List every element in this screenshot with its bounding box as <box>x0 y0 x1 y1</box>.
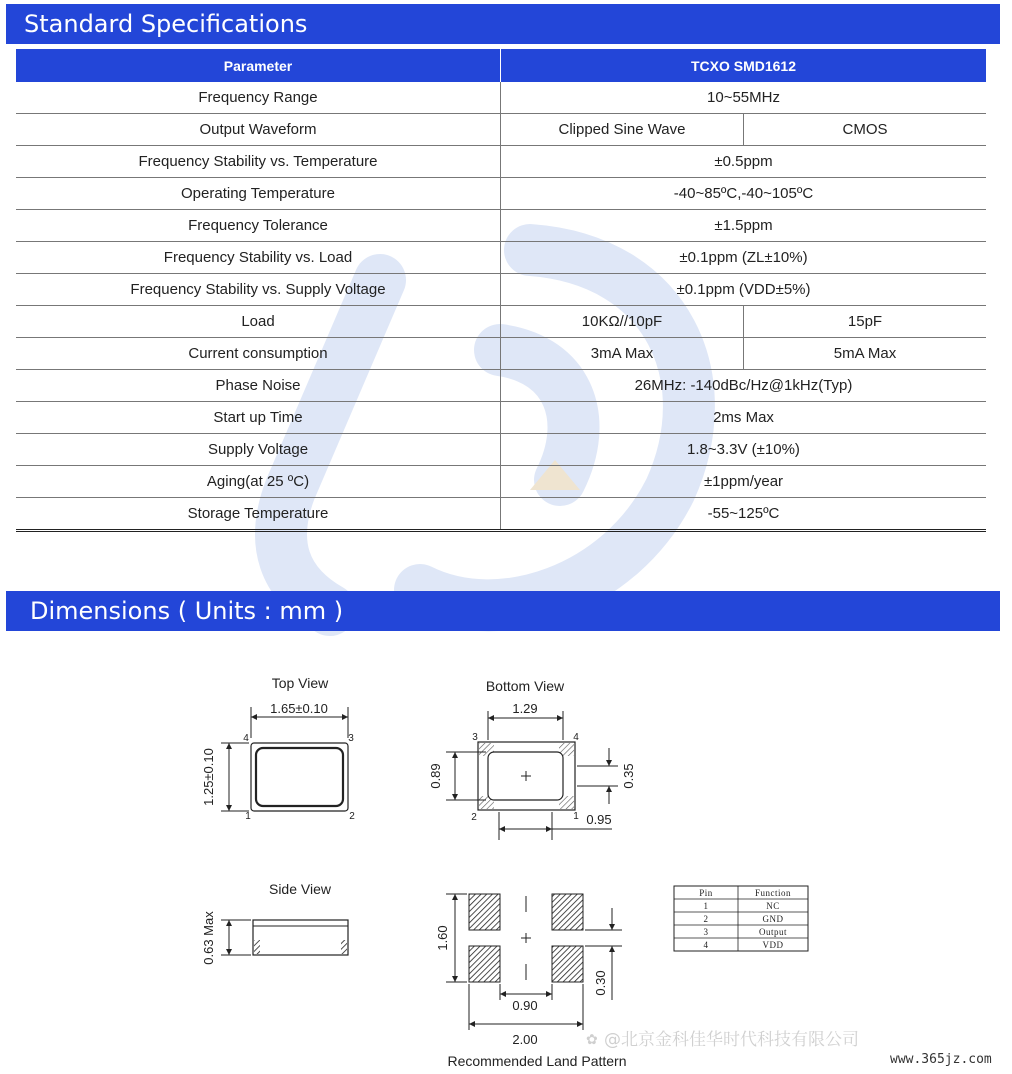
bottom-view-pitch: 0.95 <box>586 812 612 827</box>
row-value: 1.8~3.3V (±10%) <box>501 434 987 466</box>
top-pin-2: 2 <box>349 811 355 822</box>
header-parameter: Parameter <box>16 49 501 82</box>
top-view-title: Top View <box>271 675 329 691</box>
bottom-pin-4: 4 <box>573 732 579 743</box>
land-pattern-title: Recommended Land Pattern <box>447 1053 627 1069</box>
row-param: Supply Voltage <box>16 434 501 466</box>
footer-watermark <box>586 1030 992 1067</box>
pin-table-cell: 4 <box>703 940 709 950</box>
pin-table-cell: 2 <box>703 914 709 924</box>
row-value: CMOS <box>744 114 987 146</box>
row-value: Clipped Sine Wave <box>501 114 744 146</box>
row-param: Load <box>16 306 501 338</box>
row-param: Frequency Tolerance <box>16 210 501 242</box>
bottom-view-width: 1.29 <box>512 701 538 716</box>
row-value: 10KΩ//10pF <box>501 306 744 338</box>
row-param: Output Waveform <box>16 114 501 146</box>
land-pattern-height: 1.60 <box>435 925 450 951</box>
bottom-view-height: 0.89 <box>428 763 443 789</box>
bottom-view <box>428 678 636 840</box>
pin-table-cell: Output <box>758 927 788 937</box>
row-value: 5mA Max <box>744 338 987 370</box>
row-param: Frequency Stability vs. Load <box>16 242 501 274</box>
top-view <box>201 675 355 822</box>
row-param: Storage Temperature <box>16 498 501 531</box>
top-pin-4: 4 <box>243 733 249 744</box>
spec-section-title: Standard Specifications <box>6 4 1000 44</box>
bottom-pin-3: 3 <box>472 732 478 743</box>
pin-function-table <box>674 886 808 951</box>
row-param: Aging(at 25 ºC) <box>16 466 501 498</box>
pin-table-header-function: Function <box>754 888 792 898</box>
top-pin-3: 3 <box>348 733 354 744</box>
side-view-height: 0.63 Max <box>201 911 216 965</box>
land-pattern-gap: 0.90 <box>512 998 538 1013</box>
row-param: Start up Time <box>16 402 501 434</box>
row-param: Current consumption <box>16 338 501 370</box>
row-param: Phase Noise <box>16 370 501 402</box>
land-pattern-width: 2.00 <box>512 1032 538 1047</box>
row-param: Frequency Range <box>16 82 501 114</box>
pin-table-cell: NC <box>766 901 780 911</box>
top-pin-1: 1 <box>245 811 251 822</box>
row-value: -40~85ºC,-40~105ºC <box>501 178 987 210</box>
row-param: Operating Temperature <box>16 178 501 210</box>
land-pattern-pad: 0.30 <box>593 970 608 996</box>
bottom-view-title: Bottom View <box>485 678 565 694</box>
dimensions-section-title: Dimensions ( Units : mm ) <box>6 591 1000 631</box>
side-view-title: Side View <box>268 881 332 897</box>
row-value: ±0.1ppm (VDD±5%) <box>501 274 987 306</box>
row-value: 26MHz: -140dBc/Hz@1kHz(Typ) <box>501 370 987 402</box>
row-value: ±0.5ppm <box>501 146 987 178</box>
row-value: -55~125ºC <box>501 498 987 531</box>
row-param: Frequency Stability vs. Supply Voltage <box>16 274 501 306</box>
row-value: ±1ppm/year <box>501 466 987 498</box>
bottom-view-pad: 0.35 <box>621 763 636 789</box>
footer-site: www.365jz.com <box>890 1052 992 1067</box>
row-param: Frequency Stability vs. Temperature <box>16 146 501 178</box>
header-model: TCXO SMD1612 <box>501 49 987 82</box>
bottom-pin-1: 1 <box>573 811 579 822</box>
row-value: 2ms Max <box>501 402 987 434</box>
side-view <box>201 881 348 965</box>
top-view-width: 1.65±0.10 <box>270 701 328 716</box>
row-value: 15pF <box>744 306 987 338</box>
footer-credit: @北京金科佳华时代科技有限公司 <box>604 1030 859 1050</box>
top-view-height: 1.25±0.10 <box>201 748 216 806</box>
pin-table-cell: VDD <box>762 940 784 950</box>
wechat-icon: ✿ <box>586 1032 598 1048</box>
pin-table-header-pin: Pin <box>699 888 713 898</box>
row-value: 10~55MHz <box>501 82 987 114</box>
pin-table-cell: 1 <box>703 901 709 911</box>
land-pattern <box>435 894 627 1069</box>
bottom-pin-2: 2 <box>471 812 477 823</box>
pin-table-cell: 3 <box>703 927 709 937</box>
row-value: 3mA Max <box>501 338 744 370</box>
pin-table-cell: GND <box>762 914 784 924</box>
row-value: ±1.5ppm <box>501 210 987 242</box>
row-value: ±0.1ppm (ZL±10%) <box>501 242 987 274</box>
